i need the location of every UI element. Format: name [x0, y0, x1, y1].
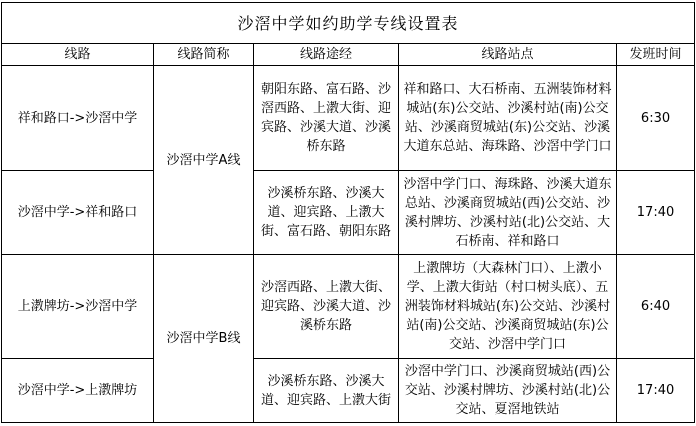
time-cell: 17:40 [617, 359, 695, 423]
time-cell: 6:30 [617, 66, 695, 171]
short-name-cell: 沙滘中学B线 [154, 255, 254, 423]
route-cell: 沙滘中学->祥和路口 [2, 171, 154, 255]
route-cell: 上漖牌坊->沙滘中学 [2, 255, 154, 359]
time-cell: 17:40 [617, 171, 695, 255]
time-cell: 6:40 [617, 255, 695, 359]
stops-cell: 沙滘中学门口、海珠路、沙溪大道东总站、沙溪商贸城站(西)公交站、沙溪村牌坊、沙溪村站(北)公交站、大石桥南、祥和路口 [399, 171, 617, 255]
via-cell: 朝阳东路、富石路、沙滘西路、上漖大街、迎宾路、沙溪大道、沙溪桥东路 [254, 66, 399, 171]
header-route: 线路 [2, 44, 154, 66]
table-row [2, 171, 695, 255]
via-cell: 沙溪桥东路、沙溪大道、迎宾路、上漖大街、富石路、朝阳东路 [254, 171, 399, 255]
stops-cell: 祥和路口、大石桥南、五洲装饰材料城站(东)公交站、沙溪村站(南)公交站、沙溪商贸城站(东)公交站、沙溪大道东总站、海珠路、沙滘中学门口 [399, 66, 617, 171]
short-name-cell: 沙滘中学A线 [154, 66, 254, 255]
via-cell: 沙溪桥东路、沙溪大道、迎宾路、上漖大街 [254, 359, 399, 423]
route-schedule-table [1, 2, 695, 423]
table-row [2, 66, 695, 171]
via-cell: 沙滘西路、上漖大街、迎宾路、沙溪大道、沙溪桥东路 [254, 255, 399, 359]
header-time: 发班时间 [617, 44, 695, 66]
route-cell: 沙滘中学->上漖牌坊 [2, 359, 154, 423]
route-cell: 祥和路口->沙滘中学 [2, 66, 154, 171]
header-stops: 线路站点 [399, 44, 617, 66]
title-row [2, 3, 695, 44]
table-row [2, 359, 695, 423]
header-row [2, 44, 695, 66]
stops-cell: 沙滘中学门口、沙溪商贸城站(西)公交站、沙溪村牌坊、沙溪村站(北)公交站、夏滘地铁站 [399, 359, 617, 423]
header-via: 线路途经 [254, 44, 399, 66]
header-short-name: 线路简称 [154, 44, 254, 66]
table-row [2, 255, 695, 359]
stops-cell: 上漖牌坊（大森林门口）、上漖小学、上漖大街站（村口树头底）、五洲装饰材料城站(东)公交站、沙溪村站(南)公交站、沙溪商贸城站(东)公交站、沙滘中学门口 [399, 255, 617, 359]
table-title: 沙滘中学如约助学专线设置表 [2, 3, 695, 44]
